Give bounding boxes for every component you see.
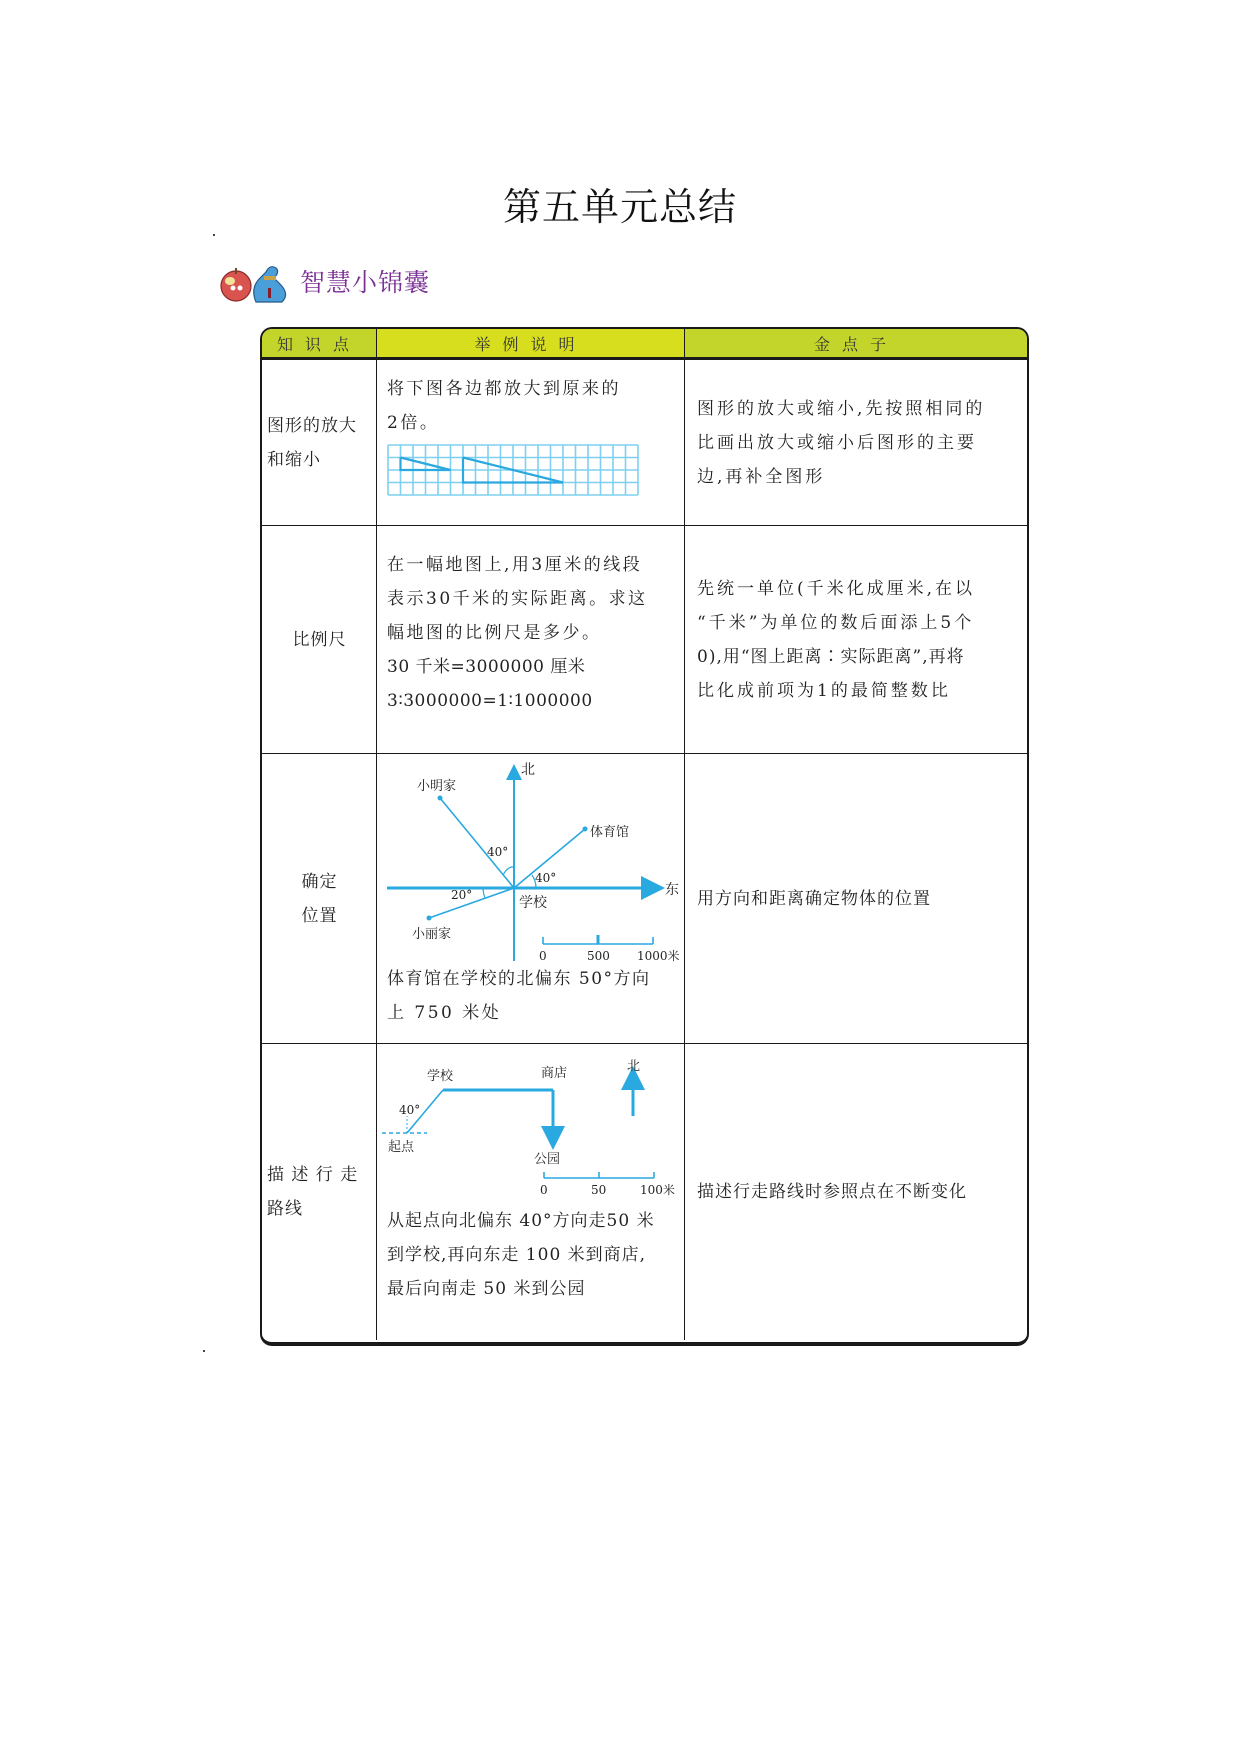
example-text: 幅地图的比例尺是多少。: [387, 623, 602, 643]
position-diagram: [377, 754, 683, 964]
tip-text: 先统一单位(千米化成厘米,在以: [697, 578, 976, 599]
header-example: 举例说明: [377, 329, 685, 357]
page-title: 第五单元总结: [502, 185, 737, 229]
svg-text:小明家: 小明家: [417, 779, 457, 794]
svg-text:0: 0: [540, 1183, 548, 1197]
svg-text:公园: 公园: [534, 1152, 561, 1167]
header-tip: 金点子: [685, 329, 1027, 357]
knowledge-text: 路线: [267, 1199, 303, 1219]
section-label: 智慧小锦囊: [300, 268, 431, 297]
knowledge-cell: [262, 754, 377, 1043]
svg-text:500: 500: [587, 949, 610, 963]
svg-text:40°: 40°: [535, 871, 557, 885]
example-text: 到学校,再向东走 100 米到商店,: [387, 1245, 647, 1265]
knowledge-cell: [262, 1044, 377, 1340]
svg-text:商店: 商店: [541, 1066, 568, 1081]
tip-text: 用方向和距离确定物体的位置: [697, 888, 931, 909]
tip-text: 比画出放大或缩小后图形的主要: [697, 432, 977, 453]
knowledge-text: 和缩小: [267, 449, 321, 470]
tip-text: 图形的放大或缩小,先按照相同的: [697, 398, 986, 419]
table-row: [262, 754, 1027, 1044]
svg-text:20°: 20°: [451, 888, 473, 902]
svg-text:北: 北: [521, 762, 535, 778]
table-row: [262, 526, 1027, 754]
svg-text:50: 50: [591, 1183, 607, 1197]
example-cell: [377, 360, 685, 525]
table-row: [262, 1044, 1027, 1340]
example-cell: [377, 1044, 685, 1340]
table-header: [262, 329, 1027, 360]
knowledge-text: 描 述 行 走: [267, 1165, 359, 1185]
tip-text: 比化成前项为1的最简整数比: [697, 680, 951, 701]
knowledge-cell: [262, 360, 377, 525]
tip-text: 边,再补全图形: [697, 466, 826, 487]
example-cell: [377, 526, 685, 753]
svg-text:100米: 100米: [640, 1183, 675, 1197]
tip-text: 描述行走路线时参照点在不断变化: [697, 1182, 967, 1202]
stray-dot: [203, 1350, 205, 1352]
summary-table: [260, 327, 1029, 1346]
knowledge-cell: [262, 526, 377, 753]
route-diagram: [377, 1044, 683, 1214]
svg-text:学校: 学校: [519, 895, 547, 911]
svg-text:北: 北: [627, 1059, 641, 1074]
example-text: 最后向南走 50 米到公园: [387, 1279, 586, 1299]
svg-text:40°: 40°: [487, 845, 509, 859]
svg-text:学校: 学校: [427, 1069, 454, 1084]
tip-text: 0),用“图上距离∶实际距离”,再将: [697, 646, 965, 667]
header-knowledge: 知识点: [262, 329, 377, 357]
mascot-apple-and-bag-icon: [216, 258, 290, 304]
example-text: 2倍。: [387, 413, 440, 433]
example-text: 上 750 米处: [387, 1003, 502, 1023]
svg-text:起点: 起点: [388, 1140, 415, 1155]
svg-text:小丽家: 小丽家: [412, 927, 452, 942]
grid-triangle-diagram: [387, 444, 639, 496]
stray-dot: [213, 234, 215, 236]
knowledge-text: 比例尺: [292, 629, 347, 650]
knowledge-text: 位置: [301, 905, 338, 926]
svg-text:1000米: 1000米: [637, 949, 680, 963]
tip-text: “千米”为单位的数后面添上5个: [697, 612, 975, 633]
svg-text:40°: 40°: [399, 1103, 421, 1117]
tip-cell: [685, 754, 1027, 1043]
example-text: 将下图各边都放大到原来的: [387, 379, 621, 399]
svg-text:体育馆: 体育馆: [590, 825, 630, 840]
example-text: 3∶3000000=1∶1000000: [387, 691, 593, 711]
knowledge-text: 图形的放大: [267, 415, 357, 436]
tip-cell: [685, 1044, 1027, 1340]
tip-cell: [685, 360, 1027, 525]
knowledge-text: 确定: [301, 871, 338, 892]
table-row: [262, 360, 1027, 526]
example-text: 体育馆在学校的北偏东 50°方向: [387, 969, 651, 989]
example-text: 30 千米=3000000 厘米: [387, 657, 586, 677]
section-header: [216, 258, 430, 304]
example-cell: [377, 754, 685, 1043]
svg-text:0: 0: [539, 949, 547, 963]
example-text: 表示30千米的实际距离。求这: [387, 589, 648, 609]
svg-text:东: 东: [665, 882, 679, 898]
tip-cell: [685, 526, 1027, 753]
example-text: 在一幅地图上,用3厘米的线段: [387, 555, 643, 575]
example-text: 从起点向北偏东 40°方向走50 米: [387, 1211, 655, 1231]
